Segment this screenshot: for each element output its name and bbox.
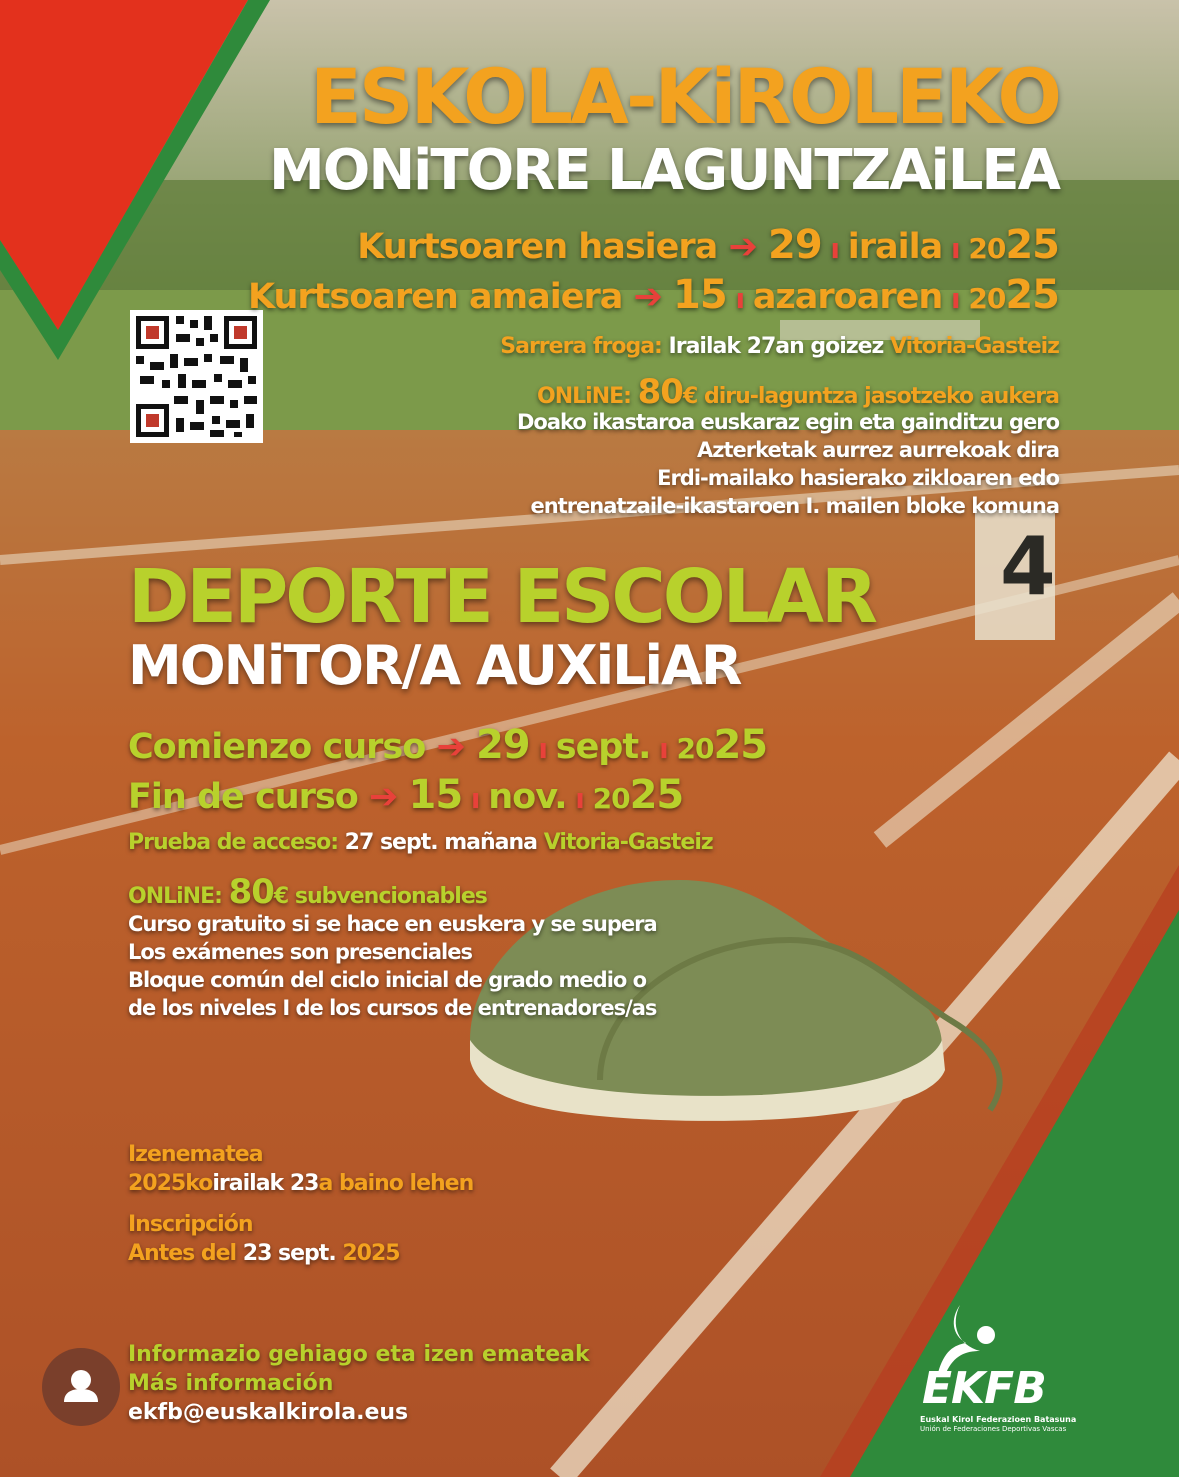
- es-details: [128, 910, 657, 1022]
- registration-es-date: 23 sept.: [242, 1241, 336, 1266]
- es-subtitle: MONiTOR/A AUXiLiAR: [128, 634, 741, 697]
- info-email-link[interactable]: ekfb@euskalkirola.eus: [128, 1400, 409, 1425]
- es-test: [128, 830, 713, 855]
- es-test-label: Prueba de acceso:: [128, 830, 338, 855]
- eu-start-month: iraila: [847, 227, 943, 267]
- qr-code-icon: [130, 310, 263, 443]
- es-end-day: 15: [408, 772, 463, 818]
- eu-online-amount: 80: [637, 372, 683, 412]
- eu-test-label: Sarrera froga:: [500, 334, 662, 359]
- separator-icon: ı: [821, 232, 848, 265]
- arrow-right-icon: ➔: [622, 277, 674, 317]
- eu-online-label: ONLiNE:: [537, 384, 631, 409]
- eu-start-label: Kurtsoaren hasiera: [357, 227, 718, 267]
- logo-line-1: Euskal Kirol Federazioen Batasuna: [920, 1415, 1077, 1424]
- es-online: [128, 872, 487, 912]
- separator-icon: ı: [529, 732, 556, 765]
- eu-end-label: Kurtsoaren amaiera: [248, 277, 623, 317]
- eu-test-place: Vitoria-Gasteiz: [890, 334, 1059, 359]
- eu-detail-line: entrenatzaile-ikastaroen I. mailen bloke komuna: [530, 494, 1059, 518]
- registration-es-year: 2025: [342, 1241, 400, 1266]
- es-start-year-a: 20: [676, 732, 714, 765]
- eu-title: ESKOLA-KiROLEKO: [309, 52, 1059, 141]
- info-block: [128, 1340, 590, 1427]
- eu-online: [537, 372, 1059, 412]
- eu-start-date: [357, 222, 1059, 268]
- eu-end-year-b: 25: [1005, 272, 1059, 318]
- lane-number: 4: [1000, 520, 1056, 613]
- eu-subtitle: MONiTORE LAGUNTZAiLEA: [268, 138, 1059, 203]
- es-online-label: ONLiNE:: [128, 884, 222, 909]
- es-online-currency: €: [273, 884, 289, 909]
- registration-eu: [128, 1140, 473, 1198]
- registration-es-prefix: Antes del: [128, 1241, 237, 1266]
- es-start-month: sept.: [555, 727, 651, 767]
- es-start-day: 29: [475, 722, 530, 768]
- eu-end-date: [248, 272, 1059, 318]
- eu-end-day: 15: [673, 272, 727, 318]
- es-detail-line: Curso gratuito si se hace en euskera y se supera: [128, 912, 657, 936]
- separator-icon: ı: [942, 232, 969, 265]
- eu-detail-line: Doako ikastaroa euskaraz egin eta gainditzu gero: [516, 410, 1059, 434]
- avatar-button[interactable]: [42, 1348, 120, 1426]
- eu-start-day: 29: [768, 222, 822, 268]
- es-end-year-b: 25: [629, 772, 684, 818]
- es-detail-line: Bloque común del ciclo inicial de grado medio o: [128, 968, 647, 992]
- ekfb-logo: [900, 1305, 1090, 1435]
- arrow-right-icon: ➔: [425, 727, 476, 767]
- user-icon: [42, 1348, 120, 1426]
- es-end-month: nov.: [488, 777, 567, 817]
- eu-test-text: Irailak 27an goizez: [668, 334, 884, 359]
- registration-es-title: Inscripción: [128, 1212, 253, 1237]
- logo-name: EKFB: [922, 1363, 1046, 1414]
- arrow-right-icon: ➔: [717, 227, 768, 267]
- es-start-date: [128, 722, 767, 768]
- es-online-amount: 80: [228, 872, 274, 912]
- es-start-year-b: 25: [713, 722, 768, 768]
- es-test-text: 27 sept. mañana: [344, 830, 538, 855]
- qr-code[interactable]: [130, 310, 263, 443]
- eu-details: [517, 408, 1059, 520]
- es-end-year-a: 20: [592, 782, 630, 815]
- es-detail-line: Los exámenes son presenciales: [128, 940, 472, 964]
- separator-icon: ı: [462, 782, 489, 815]
- registration-eu-year: 2025ko: [128, 1171, 213, 1196]
- registration-es: [128, 1210, 400, 1268]
- separator-icon: ı: [942, 282, 969, 315]
- es-end-date: [128, 772, 683, 818]
- eu-start-year-a: 20: [968, 232, 1006, 265]
- registration-eu-suffix: a baino lehen: [318, 1171, 474, 1196]
- eu-online-currency: €: [682, 384, 698, 409]
- separator-icon: ı: [726, 282, 753, 315]
- es-online-text: subvencionables: [294, 884, 487, 909]
- eu-start-year-b: 25: [1005, 222, 1059, 268]
- es-test-place: Vitoria-Gasteiz: [543, 830, 713, 855]
- separator-icon: ı: [650, 732, 677, 765]
- separator-icon: ı: [566, 782, 593, 815]
- eu-end-month: azaroaren: [752, 277, 943, 317]
- es-detail-line: de los niveles I de los cursos de entrenadores/as: [128, 996, 657, 1020]
- eu-end-year-a: 20: [968, 282, 1006, 315]
- registration-eu-date: irailak 23: [212, 1171, 319, 1196]
- eu-detail-line: Azterketak aurrez aurrekoak dira: [697, 438, 1059, 462]
- es-title: DEPORTE ESCOLAR: [128, 554, 876, 640]
- info-line-2: Más información: [128, 1371, 334, 1396]
- eu-online-text: diru-laguntza jasotzeko aukera: [703, 384, 1059, 409]
- logo-line-2: Unión de Federaciones Deportivas Vascas: [920, 1425, 1067, 1433]
- registration-eu-title: Izenematea: [128, 1142, 263, 1167]
- info-line-1: Informazio gehiago eta izen emateak: [128, 1342, 590, 1367]
- es-start-label: Comienzo curso: [128, 727, 426, 767]
- arrow-right-icon: ➔: [357, 777, 409, 817]
- es-end-label: Fin de curso: [128, 777, 358, 817]
- eu-detail-line: Erdi-mailako hasierako zikloaren edo: [657, 466, 1059, 490]
- eu-test: [500, 334, 1059, 359]
